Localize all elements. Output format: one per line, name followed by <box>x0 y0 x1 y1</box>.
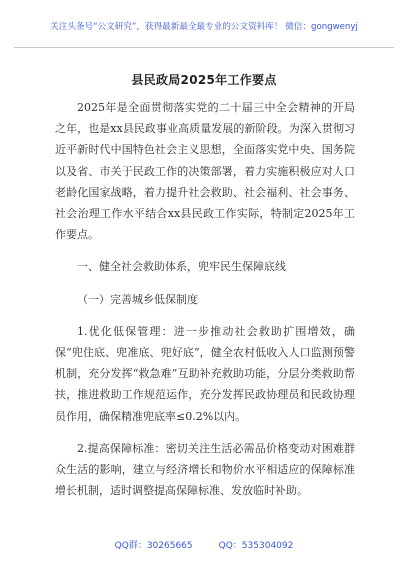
intro-paragraph: 2025年是全面贯彻落实党的二十届三中全会精神的开局之年，也是xx县民政事业高质量发展的新阶段。为深入贯彻习近平新时代中国特色社会主义思想，全面落实党中央、国务院以及省、市关于民政工作的决策部署，着力实施积极应对人口老龄化国家战略，着力提升社会救助、社会福利、社会事务、社会治理工作水平结合xx县民政工作实际，特制定2025年工作要点。 <box>55 101 355 242</box>
subsection-heading: （一）完善城乡低保制度 <box>77 292 198 306</box>
contact-footer <box>0 538 408 551</box>
item-paragraph: 1.优化低保管理：进一步推动社会救助扩围增效，确保“兜住底、兜准底、兜好底”，健全农村低收入人口监测预警机制，充分发挥“救急难”互助补充救助功能，分层分类救助帮扶，推进救助工作规范运作，充分发挥民政协理员和民政协理员作用，确保精准兜底率≤0.2%以内。 <box>55 324 355 423</box>
document-title: 县民政局2025年工作要点 <box>131 73 277 87</box>
item-paragraph: 2.提高保障标准：密切关注生活必需品价格变动对困难群众生活的影响，建立与经济增长和物价水平相适应的保障标准增长机制，适时调整提高保障标准、发放临时补助。 <box>55 441 355 498</box>
header-divider <box>14 47 394 48</box>
promo-header: 关注头条号“公文研究”，获得最新最全最专业的公文资料库！ 微信：gongwenyj <box>50 22 358 32</box>
qq-group-text: QQ群：30265665 <box>114 541 193 551</box>
document-body <box>55 97 355 501</box>
section-heading: 一、健全社会救助体系，兜牢民生保障底线 <box>77 260 286 274</box>
qq-number-text: QQ：535304092 <box>218 541 294 551</box>
